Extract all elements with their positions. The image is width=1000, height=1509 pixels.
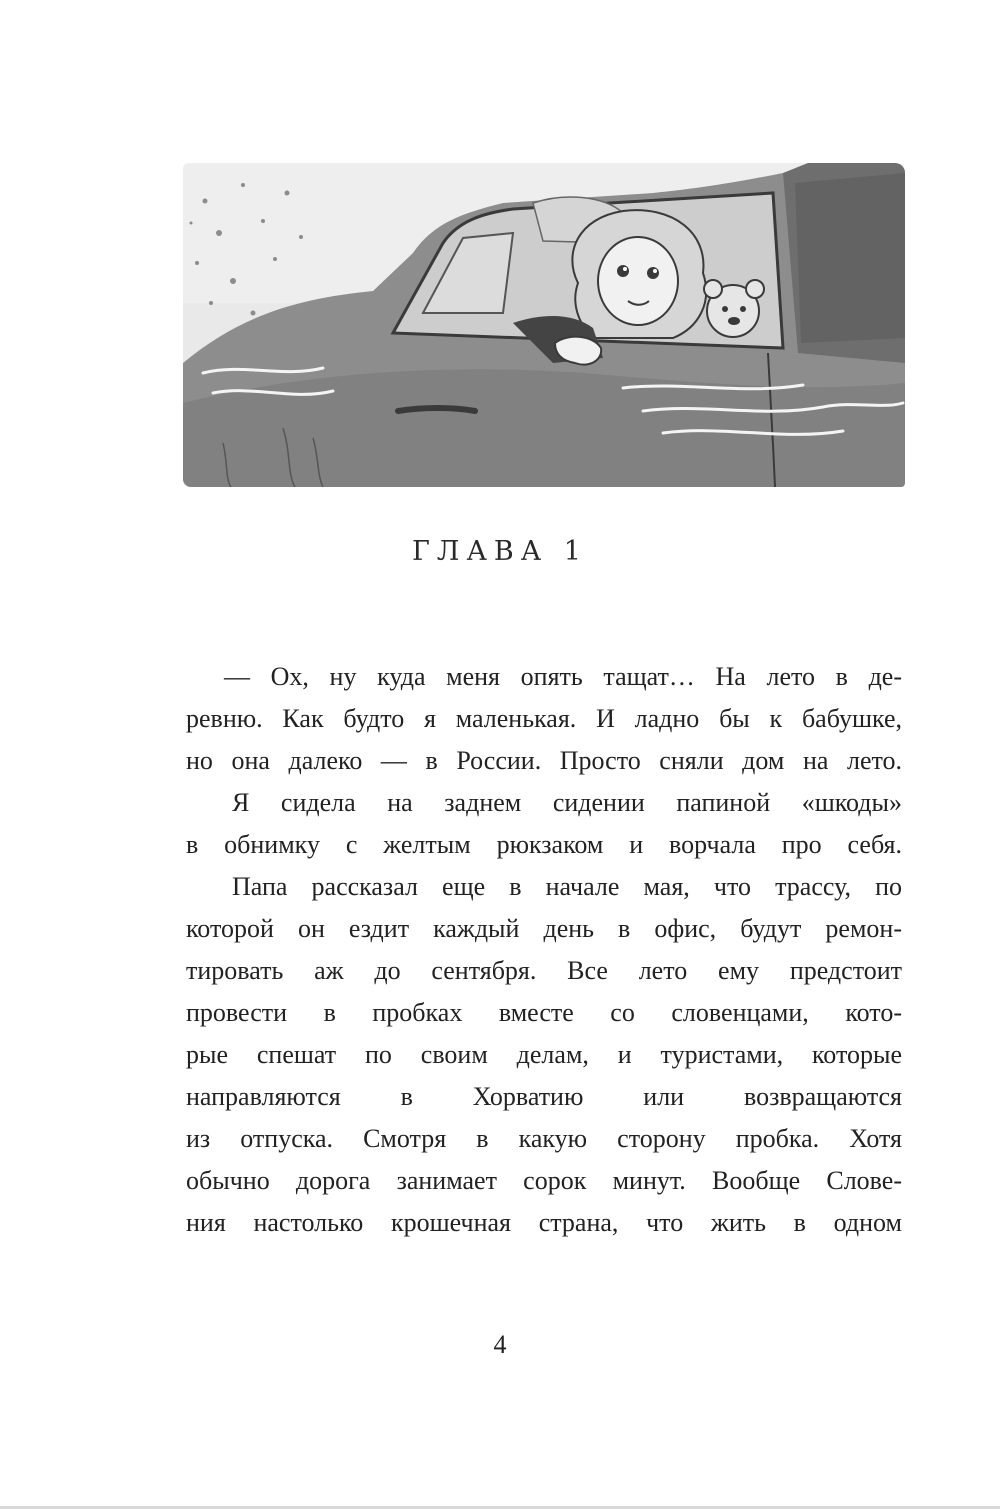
chapter-illustration — [183, 163, 905, 487]
body-text — [186, 656, 902, 1244]
text-line: ния настолько крошечная страна, что жить в одном — [186, 1208, 902, 1237]
text-line: которой он ездит каждый день в офис, будут ремон- — [186, 914, 902, 943]
text-line: провести в пробках вместе со словенцами, кото- — [186, 998, 902, 1027]
text-line: — Ох, ну куда меня опять тащат… На лето в де- — [224, 662, 902, 691]
text-line: Я сидела на заднем сидении папиной «шкоды» — [232, 788, 902, 817]
page-number: 4 — [493, 1330, 507, 1359]
text-line: в обнимку с желтым рюкзаком и ворчала про себя. — [186, 830, 902, 859]
text-line: но она далеко — в России. Просто сняли дом на лето. — [186, 746, 902, 775]
text-line: ревню. Как будто я маленькая. И ладно бы к бабушке, — [186, 704, 902, 733]
chapter-heading: ГЛАВА 1 — [412, 536, 588, 567]
text-line: Папа рассказал еще в начале мая, что трассу, по — [232, 872, 902, 901]
text-line: направляются в Хорватию или возвращаются — [186, 1082, 902, 1111]
text-line: тировать аж до сентября. Все лето ему предстоит — [186, 956, 902, 985]
text-line: обычно дорога занимает сорок минут. Вообще Слове- — [186, 1166, 902, 1195]
text-line: из отпуска. Смотря в какую сторону пробка. Хотя — [186, 1124, 902, 1153]
text-line: рые спешат по своим делам, и туристами, которые — [186, 1040, 902, 1069]
girl-in-car-window-icon — [183, 163, 905, 487]
